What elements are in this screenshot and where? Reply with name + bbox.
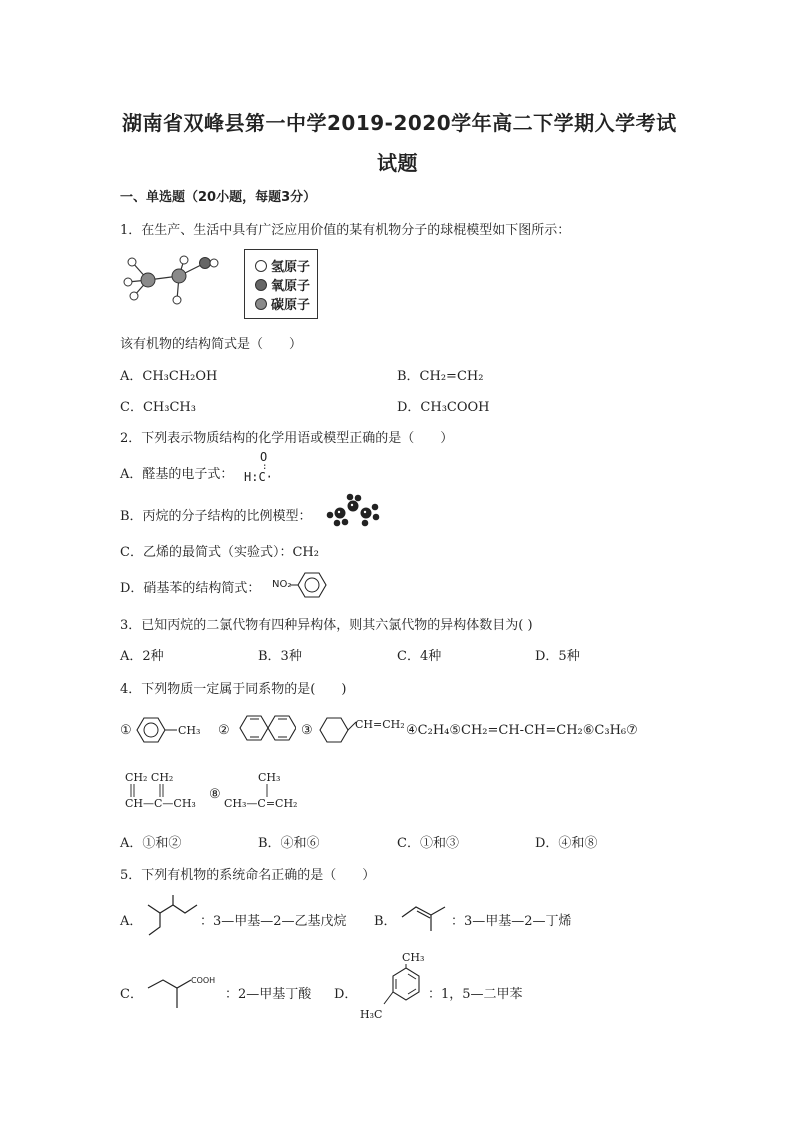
ball-stick-model (120, 248, 220, 310)
q4-item-8-number: ⑧ (209, 787, 221, 802)
question-2-stem: 2．下列表示物质结构的化学用语或模型正确的是（ ） (120, 431, 454, 446)
carbon-atom (172, 269, 186, 283)
legend-hydrogen: 氢原子 (255, 256, 310, 275)
toluene-methyl-label: CH₃ (178, 724, 201, 737)
q4-item-8-bottom: CH₃—C=CH₂ (224, 797, 298, 810)
hydrogen-atom (210, 259, 218, 267)
q5-option-a-letter[interactable]: A． (120, 914, 143, 929)
q4-items-4-to-7: ④C₂H₄⑤CH₂=CH-CH=CH₂⑥C₃H₆⑦ (406, 723, 638, 738)
naphthalene-structure (236, 708, 296, 748)
q5-option-b-letter[interactable]: B． (374, 914, 397, 929)
q4-item-7-bottom: CH—C—CH₃ (125, 797, 196, 810)
oxygen-atom (200, 258, 211, 269)
hydrogen-atom (124, 278, 132, 286)
q2-option-a[interactable]: A．醛基的电子式： (120, 467, 234, 482)
section-heading: 一、单选题（20小题，每题3分） (120, 190, 317, 205)
propane-space-filling-model (325, 492, 381, 528)
q3-option-c[interactable]: C．4种 (397, 649, 442, 664)
question-1-stem: 1．在生产、生活中具有广泛应用价值的某有机物分子的球棍模型如下图所示： (120, 223, 571, 238)
formula-bond-dots: : (262, 462, 268, 472)
q4-item-8-bond (262, 784, 272, 798)
q5-option-d-bottom-methyl: H₃C (360, 1008, 383, 1021)
q1-option-d[interactable]: D．CH₃COOH (397, 400, 490, 415)
q5-option-c-carboxyl: COOH (191, 976, 216, 985)
aldehyde-electron-formula (244, 450, 273, 484)
q5-option-a-skeleton (145, 893, 201, 941)
nitro-group-label: NO₂ (272, 579, 292, 590)
hydrogen-atom (180, 256, 188, 264)
q4-item-7-bonds (125, 784, 185, 798)
carbon-atom (141, 273, 155, 287)
q5-option-d-letter[interactable]: D． (334, 987, 358, 1002)
question-3-stem: 3．已知丙烷的二氯代物有四种异构体，则其六氯代物的异构体数目为( ) (120, 618, 533, 633)
q5-option-b-name: ：3—甲基—2—丁烯 (451, 914, 572, 929)
q1-option-a[interactable]: A．CH₃CH₂OH (120, 369, 218, 384)
hydrogen-atom (173, 296, 181, 304)
legend-carbon: 碳原子 (255, 294, 310, 313)
question-1-prompt: 该有机物的结构简式是（ ） (120, 337, 303, 352)
q5-option-d-name: ：1，5—二甲苯 (428, 987, 523, 1002)
q2-option-c[interactable]: C．乙烯的最简式（实验式）：CH₂ (120, 545, 319, 560)
nitrobenzene-ring (290, 570, 330, 600)
q5-option-d-top-methyl: CH₃ (402, 951, 425, 964)
question-4-stem: 4．下列物质一定属于同系物的是( ) (120, 682, 347, 697)
q5-option-c-letter[interactable]: C． (120, 987, 143, 1002)
page-title-line2: 试题 (377, 151, 418, 175)
legend-oxygen: 氧原子 (255, 275, 310, 294)
page-title: 湖南省双峰县第一中学2019-2020学年高二下学期入学考试 (122, 111, 677, 135)
q2-option-b[interactable]: B．丙烷的分子结构的比例模型： (120, 509, 312, 524)
q2-option-d[interactable]: D．硝基苯的结构简式： (120, 581, 261, 596)
atom-legend (244, 249, 318, 319)
q4-item-7-top: CH₂ CH₂ (125, 771, 174, 784)
q1-option-b[interactable]: B．CH₂=CH₂ (397, 369, 484, 384)
q5-option-d-ring (380, 964, 428, 1012)
q4-option-d[interactable]: D．④和⑧ (535, 836, 598, 851)
styrene-vinyl-label: CH=CH₂ (355, 718, 405, 731)
q4-option-a[interactable]: A．①和② (120, 836, 182, 851)
question-5-stem: 5．下列有机物的系统命名正确的是（ ） (120, 868, 376, 883)
q4-item-2-number: ② (218, 723, 230, 738)
q4-option-c[interactable]: C．①和③ (397, 836, 459, 851)
q4-option-b[interactable]: B．④和⑥ (258, 836, 320, 851)
q3-option-d[interactable]: D．5种 (535, 649, 580, 664)
q3-option-b[interactable]: B．3种 (258, 649, 302, 664)
q5-option-c-name: ：2—甲基丁酸 (225, 987, 312, 1002)
q4-item-1-number: ① (120, 723, 132, 738)
q5-option-b-skeleton (398, 895, 450, 935)
formula-oxygen: O (260, 450, 268, 464)
hydrogen-atom (130, 292, 138, 300)
q5-option-a-name: ：3—甲基—2—乙基戊烷 (200, 914, 347, 929)
q4-item-3-number: ③ (301, 723, 313, 738)
toluene-structure (133, 712, 183, 748)
hydrogen-atom (128, 258, 136, 266)
q5-option-c-skeleton (145, 978, 195, 1010)
q4-item-8-top: CH₃ (258, 771, 281, 784)
q1-option-c[interactable]: C．CH₃CH₃ (120, 400, 196, 415)
formula-hc: H:C· (244, 470, 273, 484)
q3-option-a[interactable]: A．2种 (120, 649, 164, 664)
